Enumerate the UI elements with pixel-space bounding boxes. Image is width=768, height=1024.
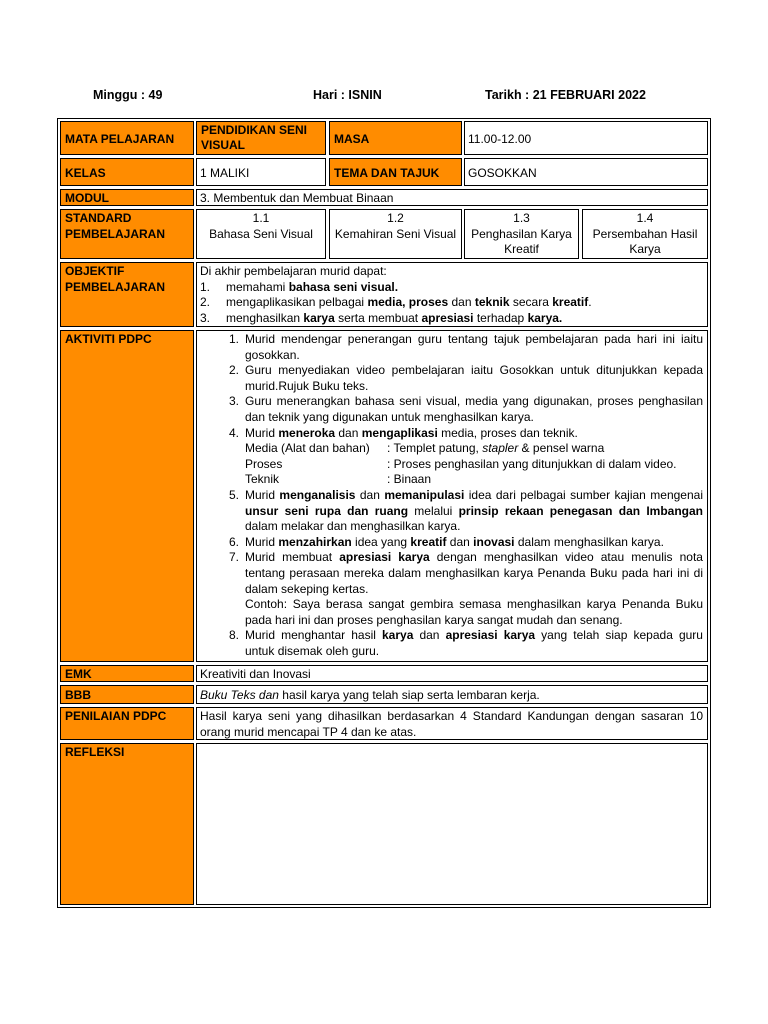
bold-text: memanipulasi (384, 487, 465, 502)
teknik-value: : Binaan (387, 472, 432, 487)
text: serta membuat (334, 310, 422, 325)
aktiviti-item (200, 628, 703, 659)
text: & pensel warna (518, 441, 605, 456)
penilaian-label: PENILAIAN PDPC (60, 707, 194, 740)
refleksi-label: REFLEKSI (60, 743, 194, 905)
bbb-italic: Buku Teks dan (200, 688, 279, 702)
text: Murid (245, 487, 280, 502)
mata-pelajaran-label: MATA PELAJARAN (60, 121, 194, 155)
bbb-text: hasil karya yang telah siap serta lembaran kerja. (278, 688, 540, 702)
item-number: 5. (228, 487, 239, 502)
item-text (245, 488, 703, 535)
bold-text: apresiasi karya (445, 628, 536, 643)
objektif-item (200, 311, 704, 327)
bold-text: karya (382, 628, 414, 643)
item-text (245, 426, 703, 442)
item-text: Murid mendengar penerangan guru tentang tajuk pembelajaran pada hari ini iaitu gosokkan. (245, 332, 703, 362)
item-number: 6. (228, 534, 239, 549)
item-text (245, 550, 703, 597)
objektif-intro: Di akhir pembelajaran murid dapat: (200, 264, 387, 278)
text: menghasilkan (226, 310, 304, 325)
text: mengaplikasikan pelbagai (226, 295, 368, 309)
refleksi-value (196, 743, 708, 905)
standard-item-2 (329, 209, 462, 259)
item-number: 2. (228, 363, 239, 378)
text: dalam menghasilkan karya. (514, 534, 664, 549)
standard-name: Persembahan Hasil Karya (592, 226, 698, 256)
item-number: 1. (200, 279, 211, 294)
standard-code: 1.3 (513, 211, 530, 225)
text: dengan menghasilkan video atau menulis nota tentang perasaan mereka dalam menghasilkan karya Penanda Buku pada hari ini di dalam sekeping kertas. (245, 550, 703, 596)
item-text: Guru menerangkan bahasa seni visual, media yang digunakan, proses penghasilan dan teknik yang digunakan untuk menghasilkan karya. (245, 394, 703, 424)
text: melalui (408, 503, 459, 518)
aktiviti-value (196, 330, 708, 662)
objektif-item (200, 280, 704, 296)
emk-value: Kreativiti dan Inovasi (196, 665, 708, 682)
aktiviti-item (200, 488, 703, 535)
bbb-label: BBB (60, 685, 194, 704)
text: idea dari pelbagai sumber kajian mengenai (464, 487, 703, 502)
bold-text: mengaplikasi (361, 425, 438, 440)
text: dan (355, 487, 385, 502)
text: dan (448, 295, 475, 309)
aktiviti-label: AKTIVITI PDPC (60, 330, 194, 662)
header-tarikh: Tarikh : 21 FEBRUARI 2022 (485, 88, 646, 102)
item-text: Guru menyediakan video pembelajaran iaitu Gosokkan untuk ditunjukkan kepada murid.Rujuk Buku teks. (245, 363, 703, 393)
standard-code: 1.2 (387, 211, 404, 225)
text: yang telah siap kepada guru untuk disemak oleh guru. (245, 628, 703, 658)
text: : Templet patung, (387, 441, 483, 456)
mata-pelajaran-value: PENDIDIKAN SENI VISUAL (196, 121, 326, 155)
item-number: 8. (228, 628, 239, 643)
objektif-item (200, 295, 704, 311)
bold-text: bahasa seni visual. (288, 279, 399, 294)
bold-text: menzahirkan (278, 534, 352, 549)
standard-item-1 (196, 209, 326, 259)
bold-text: kreatif (552, 295, 589, 309)
proses-value: : Proses penghasilan yang ditunjukkan di dalam video. (387, 456, 677, 471)
tema-label: TEMA DAN TAJUK (329, 158, 462, 186)
header-hari: Hari : ISNIN (313, 88, 382, 102)
aktiviti-item (200, 394, 703, 425)
text: terhadap (473, 310, 528, 325)
item-number: 2. (200, 295, 211, 309)
modul-value: 3. Membentuk dan Membuat Binaan (196, 189, 708, 206)
text: idea yang (351, 534, 411, 549)
item-number: 3. (228, 394, 239, 409)
emk-label: EMK (60, 665, 194, 682)
bold-text: meneroka (278, 425, 336, 440)
bold-text: unsur seni rupa dan ruang (245, 503, 409, 518)
text: dan (413, 628, 446, 643)
aktiviti-item (200, 332, 703, 363)
bold-text: inovasi (473, 534, 515, 549)
masa-value: 11.00-12.00 (464, 121, 708, 155)
text: secara (509, 295, 553, 309)
penilaian-value: Hasil karya seni yang dihasilkan berdasarkan 4 Standard Kandungan dengan sasaran 10 orang murid mencapai TP 4 dan ke atas. (196, 707, 708, 740)
text: dan (446, 534, 474, 549)
italic-text: stapler (482, 441, 519, 456)
bold-text: prinsip rekaan penegasan dan Imbangan (458, 503, 703, 518)
aktiviti-item (200, 535, 703, 551)
text: dan (335, 425, 362, 440)
text: Murid (245, 425, 279, 440)
aktiviti-item (200, 426, 703, 442)
standard-item-4 (582, 209, 708, 259)
text: memahami (226, 279, 289, 294)
standard-item-3 (464, 209, 579, 259)
bold-text: kreatif (410, 534, 447, 549)
item-number: 4. (228, 425, 239, 440)
standard-name: Bahasa Seni Visual (209, 226, 313, 241)
media-row (245, 441, 703, 457)
text: dalam melakar dan menghasilkan karya. (245, 519, 461, 534)
objektif-value (196, 262, 708, 327)
media-value (387, 441, 703, 457)
kelas-label: KELAS (60, 158, 194, 186)
kelas-value: 1 MALIKI (196, 158, 326, 186)
item-number: 3. (200, 310, 211, 325)
bold-text: karya (303, 310, 335, 325)
teknik-key: Teknik (245, 472, 280, 487)
objektif-label: OBJEKTIF PEMBELAJARAN (60, 262, 194, 327)
bold-text: teknik (474, 295, 510, 309)
tema-value: GOSOKKAN (464, 158, 708, 186)
header-minggu: Minggu : 49 (93, 88, 163, 102)
text: Murid (245, 534, 279, 549)
aktiviti-item (200, 550, 703, 597)
bold-text: apresiasi karya (339, 550, 430, 565)
item-number: 7. (228, 550, 239, 565)
text: Murid membuat (245, 550, 340, 565)
bold-text: karya. (527, 310, 563, 325)
proses-row (245, 457, 703, 473)
bbb-value (196, 685, 708, 704)
standard-label: STANDARD PEMBELAJARAN (60, 209, 194, 259)
masa-label: MASA (329, 121, 462, 155)
text: Murid menghantar hasil (245, 628, 382, 643)
text: media, proses dan teknik. (437, 425, 578, 440)
bold-text: menganalisis (279, 487, 356, 502)
text: . (588, 295, 592, 309)
standard-name: Penghasilan Karya Kreatif (471, 226, 572, 256)
bold-text: apresiasi (421, 310, 474, 325)
contoh-text: Contoh: Saya berasa sangat gembira semasa menghasilkan karya Penanda Buku pada hari ini dan proses penghasilan karya sangat mudah dan senang. (245, 597, 703, 627)
standard-code: 1.1 (252, 211, 270, 225)
modul-label: MODUL (60, 189, 194, 206)
media-key: Media (Alat dan bahan) (245, 441, 370, 456)
item-text (245, 628, 703, 659)
teknik-row (245, 472, 703, 488)
aktiviti-item (200, 363, 703, 394)
item-text (245, 535, 703, 551)
standard-name: Kemahiran Seni Visual (334, 226, 457, 241)
item-number: 1. (228, 332, 239, 346)
standard-code: 1.4 (636, 211, 654, 225)
proses-key: Proses (245, 456, 283, 471)
bold-text: media, proses (367, 295, 449, 309)
